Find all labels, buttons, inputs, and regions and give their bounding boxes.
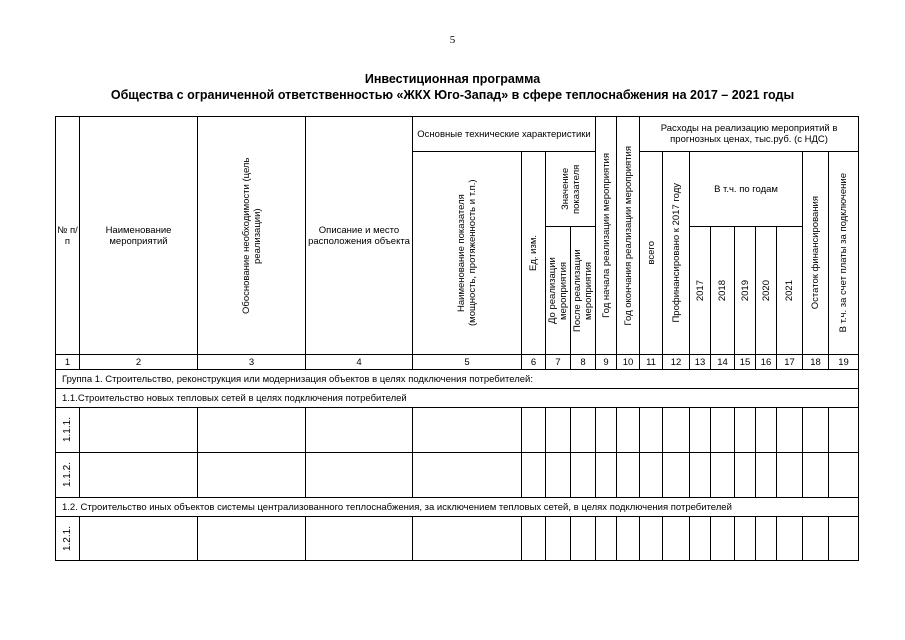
header-expenses-group: Расходы на реализацию мероприятий в прогнозных ценах, тыс.руб. (с НДС) bbox=[640, 117, 859, 152]
header-indicator-name: Наименование показателя (мощность, протяженность и т.п.) bbox=[413, 152, 522, 355]
header-total: всего bbox=[640, 152, 663, 355]
table-row bbox=[56, 453, 859, 498]
header-name: Наименование мероприятий bbox=[80, 117, 198, 355]
group-1-heading: Группа 1. Строительство, реконструкция или модернизация объектов в целях подключения потребителей: bbox=[56, 370, 859, 389]
header-year-2020: 2020 bbox=[756, 227, 777, 355]
investment-table bbox=[55, 116, 859, 561]
column-number: 16 bbox=[756, 355, 777, 370]
column-number: 19 bbox=[829, 355, 859, 370]
header-description: Описание и место расположения объекта bbox=[306, 117, 413, 355]
subgroup-1-2-heading: 1.2. Строительство иных объектов системы централизованного теплоснабжения, за исключением тепловых сетей, в целях подключения потребителей bbox=[56, 498, 859, 517]
header-indicator-value: Значение показателя bbox=[546, 152, 596, 227]
column-number: 7 bbox=[546, 355, 571, 370]
column-number: 3 bbox=[198, 355, 306, 370]
row-id: 1.2.1. bbox=[56, 517, 80, 561]
header-justification: Обоснование необходимости (цель реализации) bbox=[198, 117, 306, 355]
header-year-2018: 2018 bbox=[711, 227, 735, 355]
column-number: 5 bbox=[413, 355, 522, 370]
header-num: № п/п bbox=[56, 117, 80, 355]
header-financed-before: Профинансировано к 2017 году bbox=[663, 152, 690, 355]
header-before: До реализации мероприятия bbox=[546, 227, 571, 355]
column-number: 6 bbox=[522, 355, 546, 370]
column-number: 14 bbox=[711, 355, 735, 370]
column-number: 1 bbox=[56, 355, 80, 370]
column-number: 10 bbox=[617, 355, 640, 370]
column-number: 15 bbox=[735, 355, 756, 370]
document-title: Инвестиционная программа bbox=[364, 72, 541, 86]
column-number: 2 bbox=[80, 355, 198, 370]
column-number: 9 bbox=[596, 355, 617, 370]
column-number-row bbox=[56, 355, 859, 370]
table-row bbox=[56, 408, 859, 453]
header-connection-fee: В т.ч. за счет платы за подключение bbox=[829, 152, 859, 355]
header-year-2021: 2021 bbox=[777, 227, 803, 355]
column-number: 12 bbox=[663, 355, 690, 370]
header-unit: Ед. изм. bbox=[522, 152, 546, 355]
row-id: 1.1.1. bbox=[56, 408, 80, 453]
row-id: 1.1.2. bbox=[56, 453, 80, 498]
table-row bbox=[56, 517, 859, 561]
column-number: 17 bbox=[777, 355, 803, 370]
header-tech-group: Основные технические характеристики bbox=[413, 117, 596, 152]
column-number: 8 bbox=[571, 355, 596, 370]
column-number: 4 bbox=[306, 355, 413, 370]
header-year-2017: 2017 bbox=[690, 227, 711, 355]
document-subtitle: Общества с ограниченной ответственностью «ЖКХ Юго-Запад» в сфере теплоснабжения на 2017 – 2021 годы bbox=[110, 88, 795, 102]
header-year-start: Год начала реализации мероприятия bbox=[596, 117, 617, 355]
header-year-2019: 2019 bbox=[735, 227, 756, 355]
header-by-years: В т.ч. по годам bbox=[690, 152, 803, 227]
page-number: 5 bbox=[449, 34, 456, 46]
column-number: 18 bbox=[803, 355, 829, 370]
subgroup-1-1-heading: 1.1.Строительство новых тепловых сетей в целях подключения потребителей bbox=[56, 389, 859, 408]
column-number: 11 bbox=[640, 355, 663, 370]
column-number: 13 bbox=[690, 355, 711, 370]
header-remaining: Остаток финансирования bbox=[803, 152, 829, 355]
header-year-end: Год окончания реализации мероприятия bbox=[617, 117, 640, 355]
header-after: После реализации мероприятия bbox=[571, 227, 596, 355]
